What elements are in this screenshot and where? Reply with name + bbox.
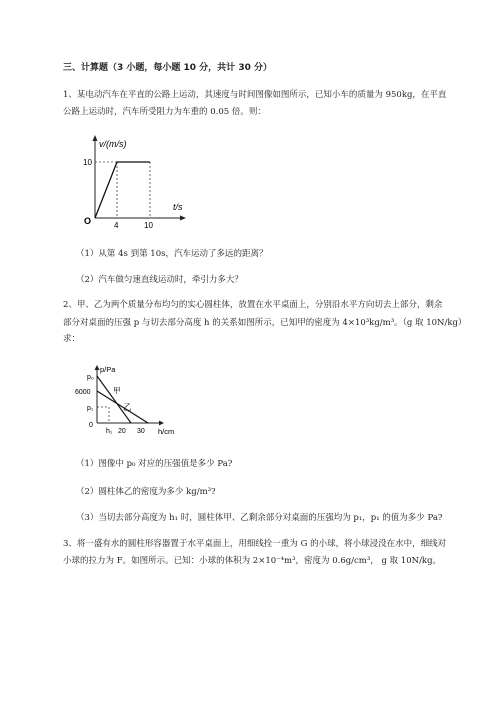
q1-x-tick-4: 4 bbox=[114, 221, 119, 230]
q1-x-axis-arrow bbox=[180, 216, 186, 221]
q1-origin: O bbox=[84, 216, 92, 226]
q2-text-line3: 求： bbox=[63, 334, 81, 344]
q2-sub3: （3）当切去部分高度为 h₁ 时，圆柱体甲、乙剩余部分对桌面的压强均为 p₁，p₁ 的值为多少 Pa? bbox=[76, 513, 443, 523]
q2-p0-label: p₀ bbox=[87, 374, 94, 381]
q2-y-label: p/Pa bbox=[100, 365, 116, 374]
q1-velocity-time-graph bbox=[75, 132, 195, 230]
q1-sub2: （2）汽车做匀速直线运动时，牵引力多大？ bbox=[76, 275, 243, 285]
q2-tick-30: 30 bbox=[137, 428, 145, 435]
q2-text-line1: 2、甲、乙为两个质量分布均匀的实心圆柱体，放置在水平桌面上，分别沿水平方向切去上部分，剩余 bbox=[63, 300, 443, 310]
q2-text-line2: 部分对桌面的压强 p 与切去部分高度 h 的关系如图所示，已知甲的密度为 4×10³kg/m³。（g 取 10N/kg） bbox=[63, 318, 467, 328]
q2-label-yi: 乙 bbox=[123, 402, 132, 412]
q2-origin: 0 bbox=[89, 422, 93, 429]
q1-x-label: t/s bbox=[173, 202, 183, 212]
q1-text-line1: 1、某电动汽车在平直的公路上运动，其速度与时间图像如图所示，已知小车的质量为 950kg，在平直 bbox=[63, 90, 447, 100]
q2-p1-label: p₁ bbox=[87, 405, 94, 412]
section-header: 三、计算题（3 小题，每小题 10 分，共计 30 分） bbox=[63, 63, 272, 73]
q2-6000-label: 6000 bbox=[75, 389, 91, 396]
q1-text-line2: 公路上运动时，汽车所受阻力为车重的 0.05 倍。则： bbox=[63, 107, 266, 117]
q2-h1-label: h₁ bbox=[106, 428, 113, 435]
q2-line-jia bbox=[97, 376, 131, 423]
q1-sub1: （1）从第 4s 到第 10s，汽车运动了多远的距离？ bbox=[76, 249, 268, 259]
q3-text-line1: 3、将一盛有水的圆柱形容器置于水平桌面上，用细线拴一重为 G 的小球，将小球浸没在水中，细线对 bbox=[63, 539, 447, 549]
q1-velocity-line bbox=[95, 162, 150, 218]
q2-y-axis-arrow bbox=[95, 365, 100, 370]
q1-y-axis-arrow bbox=[93, 135, 98, 141]
q2-tick-20: 20 bbox=[118, 428, 126, 435]
q1-x-tick-10: 10 bbox=[144, 221, 153, 230]
q2-x-axis-arrow bbox=[159, 421, 164, 426]
q2-sub1: （1）图像中 p₀ 对应的压强值是多少 Pa? bbox=[76, 459, 233, 469]
q3-text-line2: 小球的拉力为 F。如图所示。已知：小球的体积为 2×10⁻⁴m³，密度为 0.6g/cm³， g 取 10N/kg。 bbox=[63, 556, 442, 566]
q1-y-tick-10: 10 bbox=[83, 158, 92, 167]
q1-y-label: v/(m/s) bbox=[99, 139, 127, 149]
q2-x-label: h/cm bbox=[158, 427, 175, 436]
q2-label-jia: 甲 bbox=[113, 386, 121, 395]
q2-pressure-height-graph bbox=[73, 363, 183, 443]
q2-sub2: （2）圆柱体乙的密度为多少 kg/m³? bbox=[76, 487, 216, 497]
